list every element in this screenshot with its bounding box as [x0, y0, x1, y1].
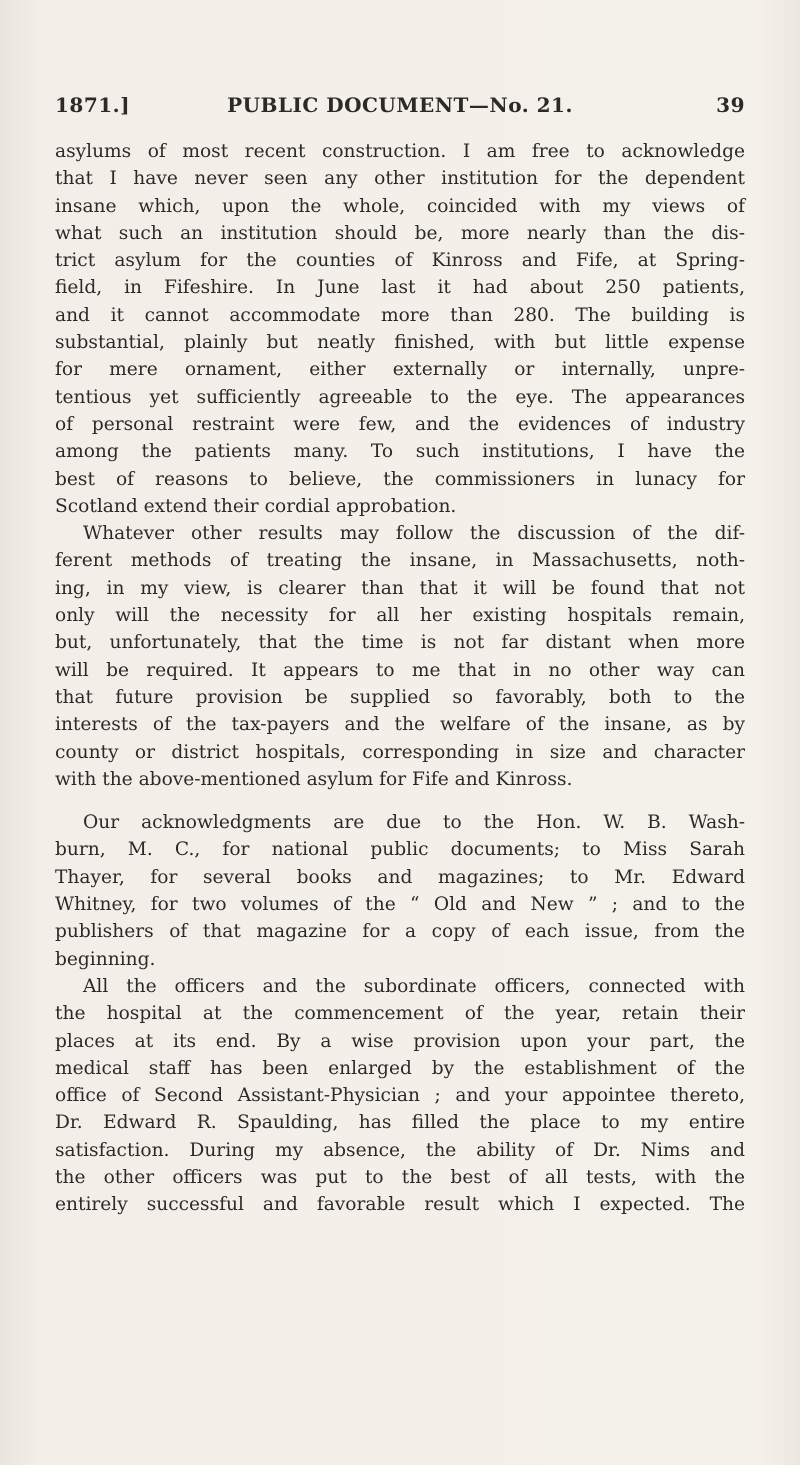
text-line: medical staff has been enlarged by the establishment of the — [55, 1057, 745, 1079]
running-header — [55, 93, 745, 123]
text-line: but, unfortunately, that the time is not far distant when more — [55, 632, 745, 654]
text-line: asylums of most recent construction. I am free to acknowledge — [55, 141, 745, 162]
text-line: Scotland extend their cordial approbation. — [55, 495, 457, 517]
text-line: substantial, plainly but neatly finished, with but little expense — [55, 332, 745, 354]
text-line: what such an institution should be, more nearly than the dis- — [55, 222, 745, 244]
text-line: that I have never seen any other institution for the dependent — [55, 168, 745, 190]
text-line: beginning. — [55, 948, 156, 970]
text-line: Dr. Edward R. Spaulding, has filled the place to my entire — [55, 1112, 745, 1134]
text-line: ing, in my view, is clearer than that it will be found that not — [55, 577, 745, 599]
text-line: interests of the tax-payers and the welfare of the insane, as by — [55, 714, 745, 736]
text-line: trict asylum for the counties of Kinross and Fife, at Spring- — [55, 250, 745, 272]
page-number: 39 — [716, 93, 745, 117]
text-line: publishers of that magazine for a copy of each issue, from the — [55, 921, 745, 943]
text-line: will be required. It appears to me that in no other way can — [55, 659, 745, 681]
text-line: Whatever other results may follow the discussion of the dif- — [83, 523, 745, 545]
text-line: tentious yet sufficiently agreeable to the eye. The appearances — [55, 386, 745, 408]
text-line: and it cannot accommodate more than 280. The building is — [55, 304, 745, 326]
text-line: office of Second Assistant-Physician ; and your appointee thereto, — [55, 1085, 745, 1107]
text-line: of personal restraint were few, and the evidences of industry — [55, 413, 745, 435]
text-line: best of reasons to believe, the commissioners in lunacy for — [55, 468, 745, 490]
text-line: Our acknowledgments are due to the Hon. W. B. Wash- — [83, 812, 745, 834]
text-line: Whitney, for two volumes of the “ Old and New ” ; and to the — [55, 894, 745, 916]
paragraph-officers — [55, 973, 745, 1219]
body-text — [55, 138, 745, 1219]
text-line: field, in Fifeshire. In June last it had about 250 patients, — [55, 277, 745, 299]
paragraph-acknowledgments — [55, 809, 745, 973]
text-line: with the above-mentioned asylum for Fife and Kinross. — [55, 768, 573, 790]
text-line: satisfaction. During my absence, the ability of Dr. Nims and — [55, 1139, 745, 1161]
text-line: that future provision be supplied so favorably, both to the — [55, 686, 745, 708]
text-line: burn, M. C., for national public documents; to Miss Sarah — [55, 839, 745, 861]
text-line: insane which, upon the whole, coincided with my views of — [55, 195, 745, 217]
text-line: only will the necessity for all her existing hospitals remain, — [55, 605, 745, 627]
text-line: ferent methods of treating the insane, in Massachusetts, noth- — [55, 550, 745, 572]
text-line: for mere ornament, either externally or internally, unpre- — [55, 359, 745, 381]
text-line: All the officers and the subordinate officers, connected with — [83, 975, 745, 997]
text-line: places at its end. By a wise provision upon your part, the — [55, 1030, 745, 1052]
text-line: county or district hospitals, corresponding in size and character — [55, 741, 745, 763]
text-line: Thayer, for several books and magazines; to Mr. Edward — [55, 866, 745, 888]
text-line: entirely successful and favorable result which I expected. The — [55, 1194, 745, 1216]
paragraph-asylums — [55, 138, 745, 520]
text-line: among the patients many. To such institutions, I have the — [55, 441, 745, 463]
paragraph-methods — [55, 520, 745, 793]
text-line: the other officers was put to the best of all tests, with the — [55, 1166, 745, 1188]
header-title: PUBLIC DOCUMENT—No. 21. — [227, 93, 573, 117]
text-line: the hospital at the commencement of the year, retain their — [55, 1003, 745, 1025]
header-year: 1871.] — [55, 93, 131, 117]
